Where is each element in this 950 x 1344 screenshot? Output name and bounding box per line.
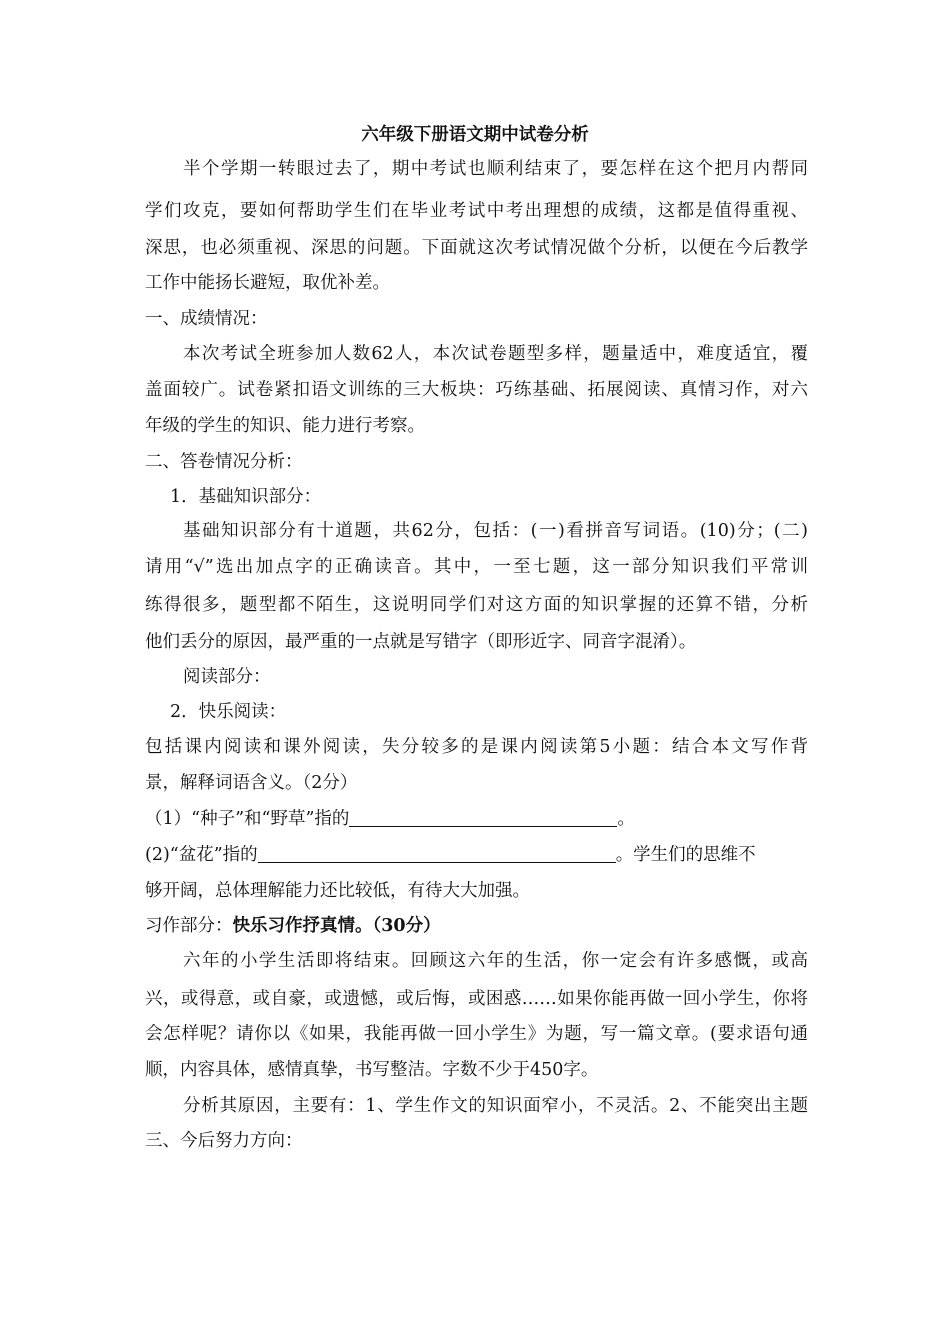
reading-label: 阅读部分： [183, 667, 271, 687]
intro-line: 深思，也必须重视、深思的问题。下面就这次考试情况做个分析，以便在今后教学 [145, 238, 808, 258]
question-2 [145, 843, 808, 867]
paragraph-line: 会怎样呢？请你以《如果，我能再做一回小学生》为题，写一篇文章。(要求语句通 [145, 1024, 808, 1044]
paragraph-line: 兴，或得意，或自豪，或遗憾，或后悔，或困惑……如果你能再做一回小学生，你将 [145, 989, 808, 1009]
section-heading: 三、今后努力方向： [145, 1131, 303, 1151]
answer-blank [349, 808, 617, 827]
paragraph-line: 顺，内容具体，感情真挚，书写整洁。字数不少于450字。 [145, 1060, 599, 1080]
paragraph-line: 练得很多，题型都不陌生，这说明同学们对这方面的知识掌握的还算不错，分析 [145, 595, 808, 615]
paragraph-line: 本次考试全班参加人数62人，本次试卷题型多样，题量适中，难度适宜，覆 [183, 344, 808, 364]
question-1 [145, 807, 808, 831]
writing-title: 快乐习作抒真情。（30分） [232, 916, 441, 936]
intro-line: 学们攻克，要如何帮助学生们在毕业考试中考出理想的成绩，这都是值得重视、 [145, 201, 808, 221]
paragraph-line: 盖面较广。试卷紧扣语文训练的三大板块：巧练基础、拓展阅读、真情习作，对六 [145, 380, 808, 400]
paragraph-line: 景，解释词语含义。（2分） [145, 773, 358, 793]
writing-label: 习作部分： [145, 916, 233, 936]
question-2-text: (2)“盆花”指的 [145, 845, 258, 865]
question-1-text: （1）“种子”和“野草”指的 [145, 809, 350, 829]
question-2-suffix: 。学生们的思维不 [615, 845, 756, 865]
subsection-heading: 1．基础知识部分： [170, 487, 322, 507]
section-heading: 一、成绩情况： [145, 309, 268, 329]
paragraph-line: 够开阔，总体理解能力还比较低，有待大大加强。 [145, 881, 530, 901]
answer-blank [258, 844, 616, 863]
writing-heading [145, 914, 808, 938]
paragraph-line: 基础知识部分有十道题，共62分，包括：(一)看拼音写词语。(10)分；(二) [183, 521, 808, 541]
question-1-suffix: 。 [617, 809, 635, 829]
intro-line: 工作中能扬长避短，取优补差。 [145, 273, 390, 293]
paragraph-line: 他们丢分的原因，最严重的一点就是写错字（即形近字、同音字混淆）。 [145, 632, 697, 652]
paragraph-line: 包括课内阅读和课外阅读，失分较多的是课内阅读第5小题：结合本文写作背 [145, 737, 808, 757]
section-heading: 二、答卷情况分析： [145, 452, 303, 472]
subsection-heading: 2．快乐阅读： [170, 702, 287, 722]
paragraph-line: 分析其原因，主要有：1、学生作文的知识面窄小，不灵活。2、不能突出主题 [183, 1096, 808, 1116]
paragraph-line: 六年的小学生活即将结束。回顾这六年的生活，你一定会有许多感慨，或高 [183, 951, 808, 971]
paragraph-line: 年级的学生的知识、能力进行考察。 [145, 416, 425, 436]
document-title: 六年级下册语文期中试卷分析 [361, 125, 589, 145]
paragraph-line: 请用“√”选出加点字的正确读音。其中，一至七题，这一部分知识我们平常训 [145, 557, 808, 577]
intro-line: 半个学期一转眼过去了，期中考试也顺利结束了，要怎样在这个把月内帮同 [183, 159, 808, 179]
